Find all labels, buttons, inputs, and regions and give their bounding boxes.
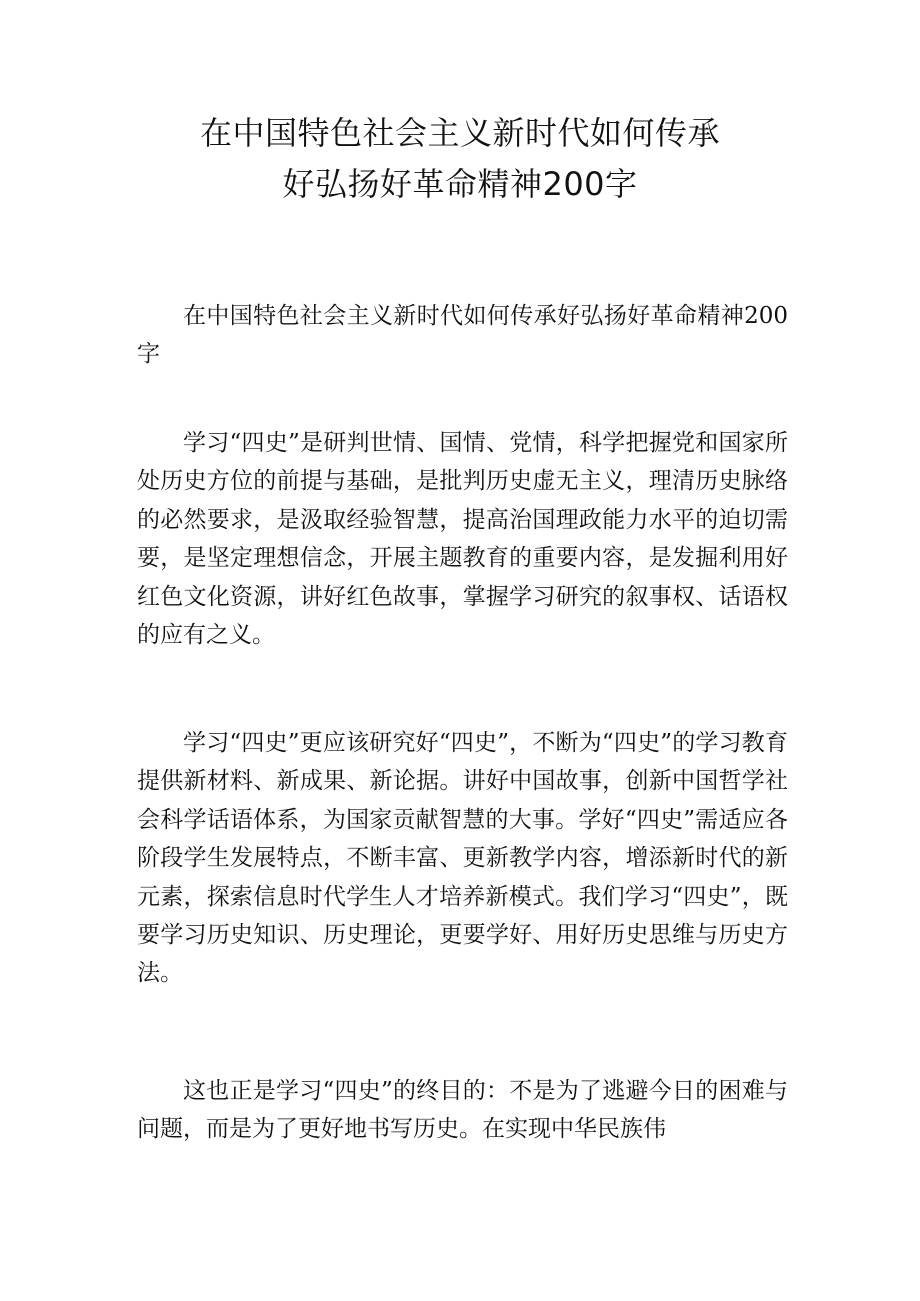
- title-line: 在中国特色社会主义新时代如何传承: [199, 114, 720, 152]
- paragraph: 学习“四史”是研判世情、国情、党情，科学把握党和国家所处历史方位的前提与基础，是批判历史虚无主义，理清历史脉络的必然要求，是汲取经验智慧，提高治国理政能力水平的迫切需要，是坚定理想信念，开展主题教育的重要内容，是发掘利用好红色文化资源，讲好红色故事，掌握学习研究的叙事权、话语权的应有之义。: [137, 430, 788, 649]
- document-title: [100, 108, 820, 210]
- paragraph: 这也正是学习“四史”的终目的：不是为了逃避今日的困难与问题，而是为了更好地书写历史。在实现中华民族伟: [137, 1078, 788, 1143]
- paragraph: 学习“四史”更应该研究好“四史”，不断为“四史”的学习教育提供新材料、新成果、新论据。讲好中国故事，创新中国哲学社会科学话语体系，为国家贡献智慧的大事。学好“四史”需适应各阶段学生发展特点，不断丰富、更新教学内容，增添新时代的新元素，探索信息时代学生人才培养新模式。我们学习“四史”，既要学习历史知识、历史理论，更要学好、用好历史思维与历史方法。: [137, 730, 788, 987]
- paragraph: 在中国特色社会主义新时代如何传承好弘扬好革命精神200字: [137, 303, 788, 368]
- title-line: 好弘扬好革命精神200字: [282, 165, 638, 203]
